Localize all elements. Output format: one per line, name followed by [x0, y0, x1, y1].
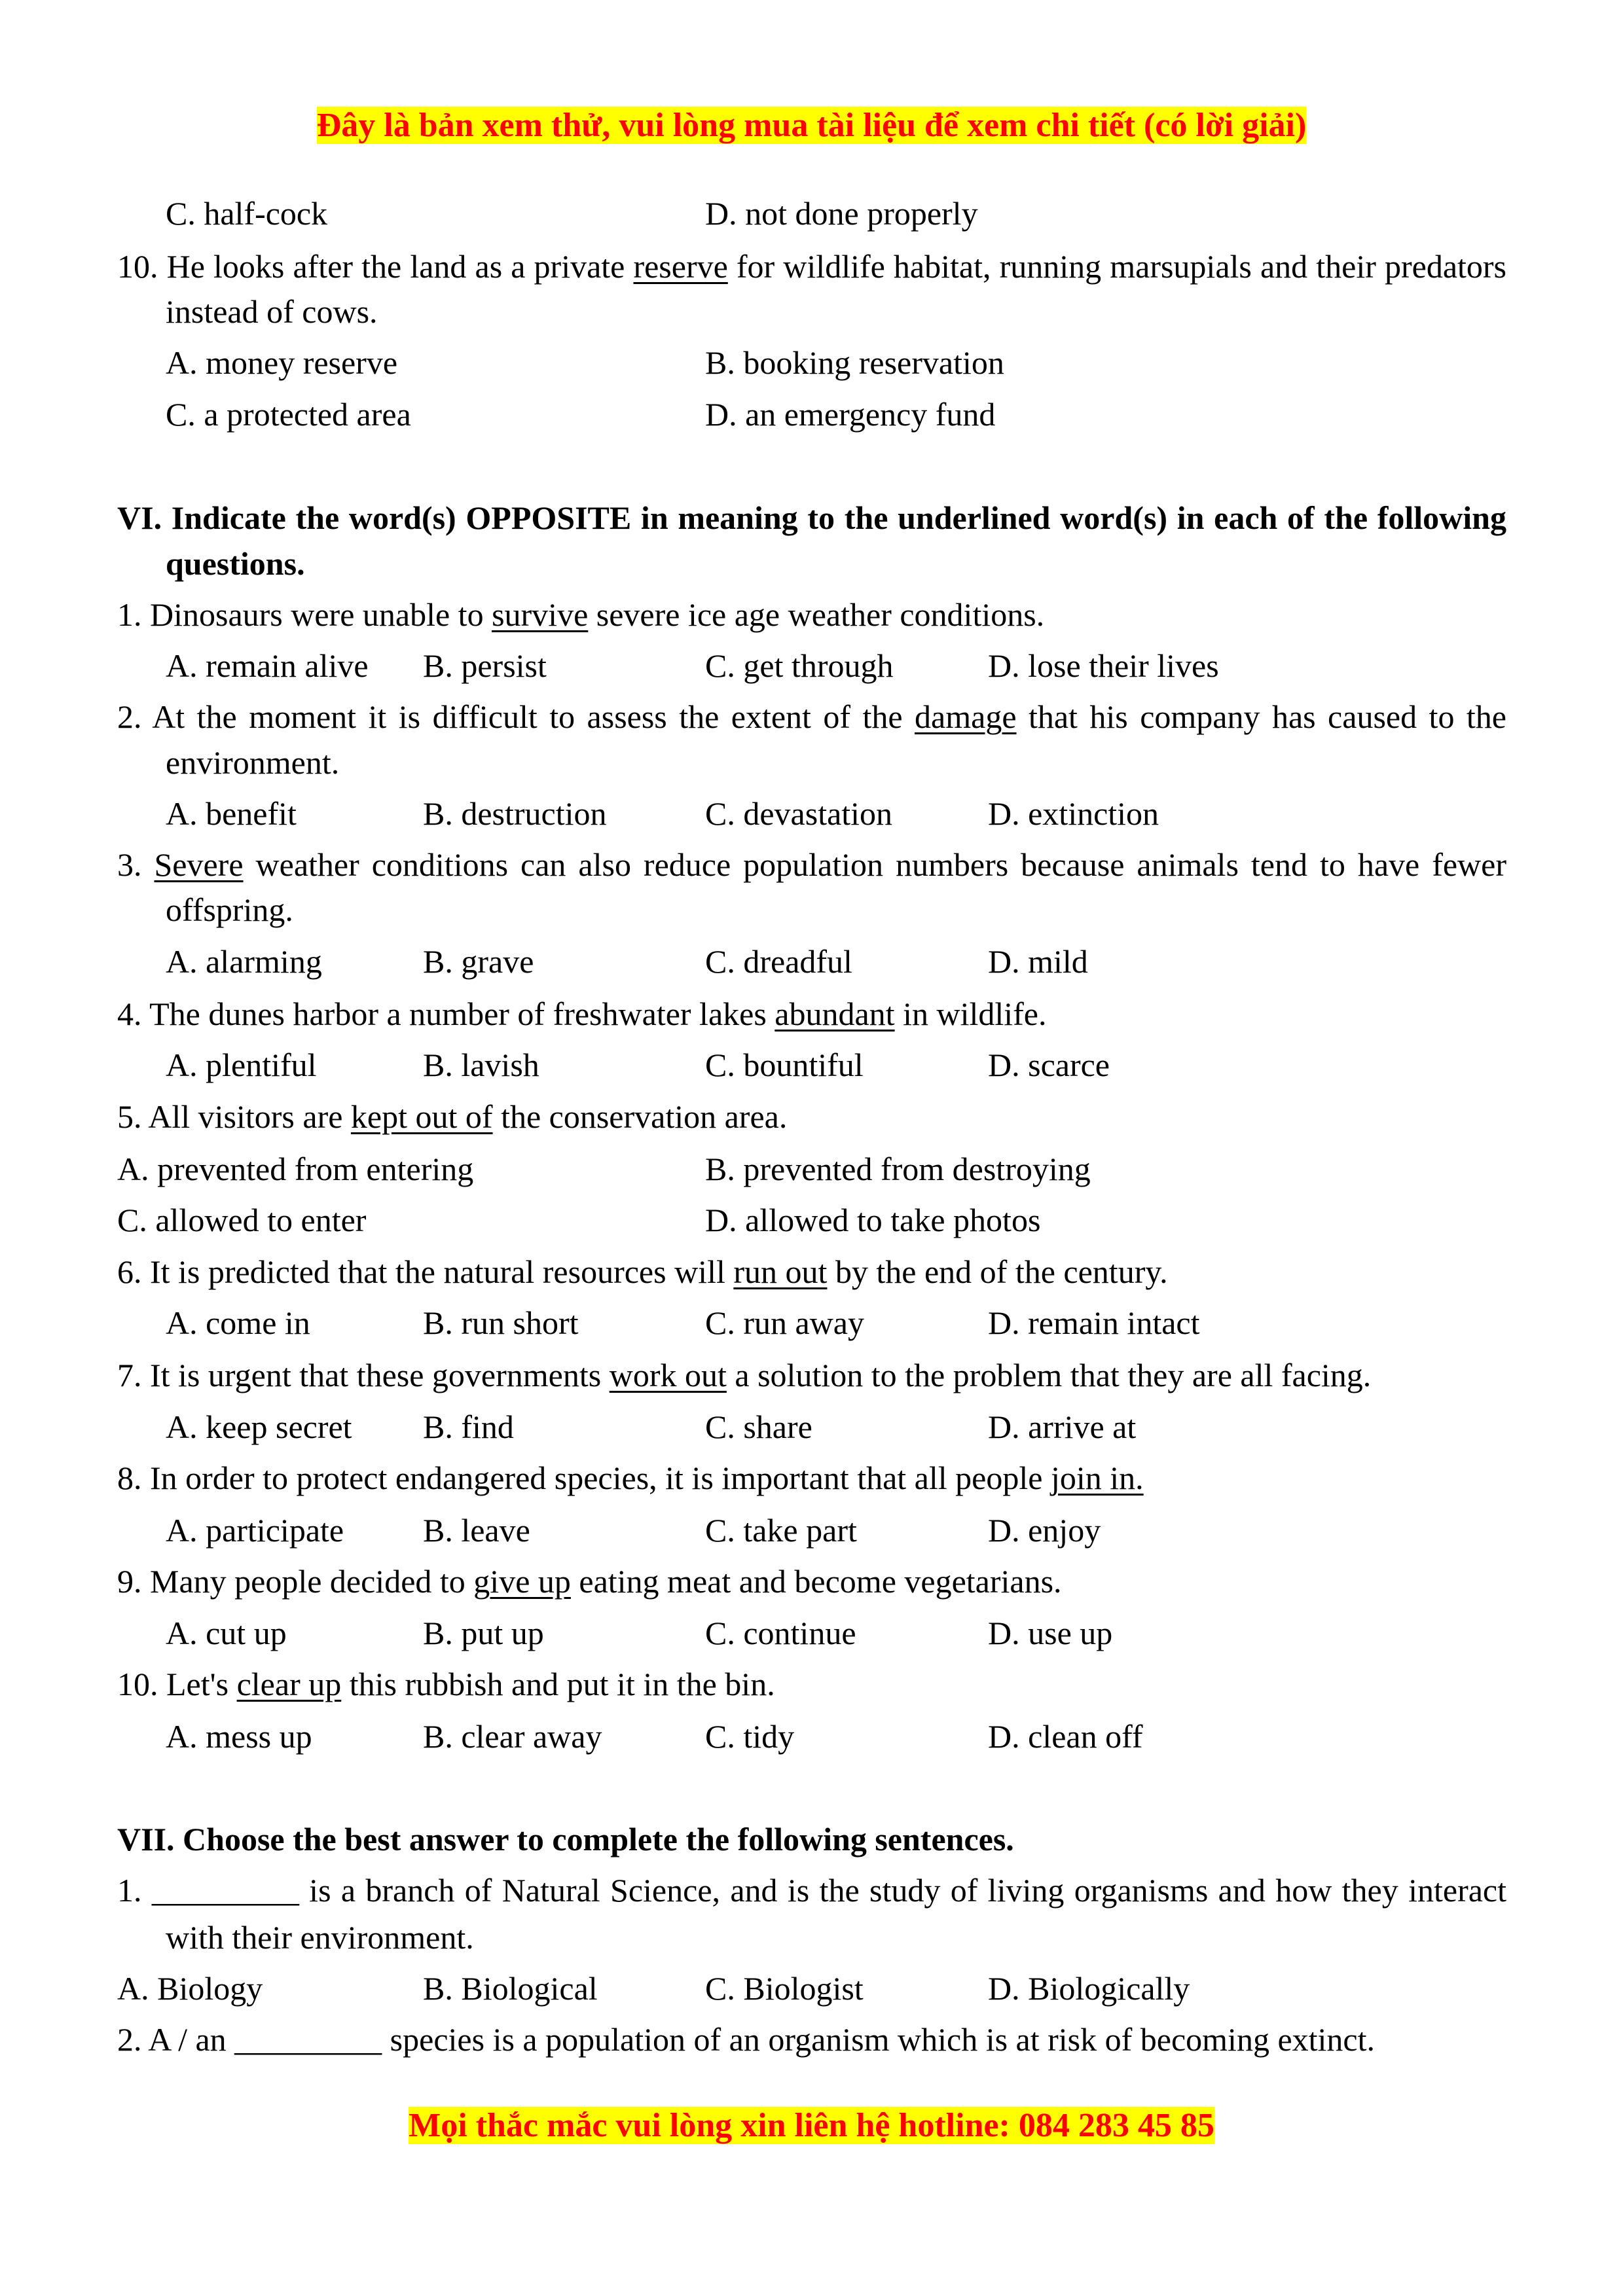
- option-d: D. remain intact: [988, 1304, 1200, 1341]
- options-row: [0, 1965, 1623, 2011]
- option-c: C. continue: [705, 1615, 856, 1651]
- option-d: D. not done properly: [705, 195, 978, 232]
- option-c: C. devastation: [705, 795, 893, 832]
- question-text: a solution to the problem that they are all facing.: [726, 1357, 1372, 1393]
- underlined-phrase: abundant: [775, 996, 895, 1032]
- option-b: B. booking reservation: [705, 344, 1004, 381]
- question-10-stem: [117, 243, 1506, 289]
- options-row: [0, 643, 1623, 689]
- question-text: At the moment it is difficult to assess the extent of the: [152, 698, 915, 735]
- section-vii-heading: [117, 1816, 1014, 1862]
- option-b: B. persist: [423, 647, 547, 684]
- option-b: B. find: [423, 1408, 514, 1445]
- question-number: 1.: [117, 1872, 142, 1909]
- option-b: B. put up: [423, 1615, 544, 1651]
- options-row: [0, 1042, 1623, 1088]
- options-row: [0, 1713, 1623, 1759]
- question-text: Let's: [166, 1666, 237, 1702]
- option-a: A. Biology: [117, 1970, 263, 2007]
- question-text-continued: environment.: [166, 744, 340, 781]
- option-b: B. prevented from destroying: [705, 1151, 1091, 1187]
- option-a: A. keep secret: [166, 1408, 352, 1445]
- options-row: [0, 1300, 1623, 1346]
- question-2-stem: [117, 694, 1506, 740]
- question-text: He looks after the land as a private: [166, 248, 634, 285]
- option-a: A. participate: [166, 1512, 344, 1549]
- question-8-stem: [117, 1455, 1144, 1501]
- option-a: A. prevented from entering: [117, 1151, 474, 1187]
- question-text: weather conditions can also reduce population numbers because animals tend to have fewer: [243, 846, 1506, 883]
- options-row: [0, 340, 1623, 386]
- option-d: D. clean off: [988, 1718, 1143, 1755]
- question-number: 7.: [117, 1357, 142, 1393]
- preview-notice-text: Đây là bản xem thử, vui lòng mua tài liệu để xem chi tiết (có lời giải): [316, 107, 1307, 144]
- options-row: [0, 1146, 1623, 1192]
- question-5-stem: [117, 1094, 787, 1139]
- option-c: C. tidy: [705, 1718, 795, 1755]
- question-text: It is urgent that these governments: [150, 1357, 610, 1393]
- question-number: 10.: [117, 1666, 158, 1702]
- question-number: 9.: [117, 1563, 142, 1600]
- underlined-phrase: kept out of: [350, 1098, 493, 1135]
- option-a: A. money reserve: [166, 344, 398, 381]
- question-3-stem: [117, 842, 1506, 888]
- question-1-stem: [117, 592, 1044, 637]
- question-2-stem: [117, 2017, 1375, 2062]
- question-number: 5.: [117, 1098, 142, 1135]
- question-text: Dinosaurs were unable to: [150, 596, 492, 633]
- section-number: VII.: [117, 1821, 175, 1857]
- option-c: C. allowed to enter: [117, 1202, 367, 1238]
- question-text: severe ice age weather conditions.: [588, 596, 1045, 633]
- option-d: D. use up: [988, 1615, 1113, 1651]
- underlined-phrase: run out: [733, 1253, 828, 1290]
- option-a: A. plentiful: [166, 1047, 317, 1083]
- options-row: [0, 391, 1623, 437]
- option-d: D. allowed to take photos: [705, 1202, 1041, 1238]
- question-9-stem: [117, 1558, 1062, 1604]
- underlined-phrase: damage: [915, 698, 1017, 735]
- section-number: VI.: [117, 499, 162, 536]
- options-row: [0, 1404, 1623, 1450]
- option-c: C. take part: [705, 1512, 857, 1549]
- question-text: A / an _________ species is a population of an organism which is at risk of becoming extinct.: [148, 2021, 1376, 2058]
- option-b: B. clear away: [423, 1718, 602, 1755]
- option-c: C. a protected area: [166, 396, 411, 433]
- options-row: [0, 1507, 1623, 1553]
- options-row: [0, 939, 1623, 984]
- underlined-phrase: survive: [492, 596, 589, 633]
- question-10-stem: [117, 1661, 775, 1707]
- option-a: A. remain alive: [166, 647, 369, 684]
- option-d: D. mild: [988, 943, 1088, 980]
- option-c: C. get through: [705, 647, 894, 684]
- preview-notice: [0, 103, 1623, 149]
- option-d: D. lose their lives: [988, 647, 1219, 684]
- option-d: D. an emergency fund: [705, 396, 996, 433]
- option-d: D. scarce: [988, 1047, 1110, 1083]
- option-a: A. mess up: [166, 1718, 312, 1755]
- option-a: A. cut up: [166, 1615, 287, 1651]
- section-title: Indicate the word(s) OPPOSITE in meaning to the underlined word(s) in each of the following: [171, 499, 1506, 536]
- underlined-phrase: join in.: [1050, 1460, 1144, 1496]
- question-1-stem: [117, 1867, 1506, 1913]
- question-text: The dunes harbor a number of freshwater lakes: [149, 996, 775, 1032]
- question-text: this rubbish and put it in the bin.: [341, 1666, 775, 1702]
- hotline-notice: [0, 2103, 1623, 2149]
- question-text-continued: instead of cows.: [166, 293, 378, 330]
- question-text: All visitors are: [148, 1098, 351, 1135]
- question-number: 2.: [117, 698, 142, 735]
- question-text: by the end of the century.: [827, 1253, 1168, 1290]
- option-c: C. dreadful: [705, 943, 852, 980]
- options-row: [0, 791, 1623, 836]
- options-row: [0, 1610, 1623, 1656]
- question-7-stem: [117, 1352, 1371, 1398]
- option-d: D. Biologically: [988, 1970, 1190, 2007]
- question-4-stem: [117, 991, 1047, 1037]
- option-b: B. run short: [423, 1304, 579, 1341]
- options-row: [0, 190, 1623, 236]
- question-text: that his company has caused to the: [1016, 698, 1506, 735]
- question-number: 3.: [117, 846, 142, 883]
- underlined-phrase: Severe: [154, 846, 244, 883]
- option-c: C. half-cock: [166, 195, 328, 232]
- question-text-continued: with their environment.: [166, 1919, 474, 1956]
- question-text-continued: offspring.: [166, 891, 293, 928]
- underlined-phrase: clear up: [236, 1666, 342, 1702]
- section-vi-heading: [117, 495, 1506, 541]
- question-text: It is predicted that the natural resources will: [150, 1253, 734, 1290]
- question-text: in wildlife.: [894, 996, 1047, 1032]
- option-b: B. destruction: [423, 795, 607, 832]
- hotline-notice-text: Mọi thắc mắc vui lòng xin liên hệ hotline: 084 283 45 85: [409, 2107, 1214, 2144]
- underlined-phrase: reserve: [633, 248, 728, 285]
- option-b: B. leave: [423, 1512, 530, 1549]
- question-text: eating meat and become vegetarians.: [570, 1563, 1062, 1600]
- question-6-stem: [117, 1249, 1168, 1295]
- option-c: C. Biologist: [705, 1970, 864, 2007]
- question-text: Many people decided to: [150, 1563, 474, 1600]
- option-b: B. grave: [423, 943, 534, 980]
- question-number: 2.: [117, 2021, 142, 2058]
- question-text: the conservation area.: [492, 1098, 788, 1135]
- option-d: D. enjoy: [988, 1512, 1101, 1549]
- option-c: C. share: [705, 1408, 812, 1445]
- section-title: Choose the best answer to complete the following sentences.: [183, 1821, 1014, 1857]
- question-text: for wildlife habitat, running marsupials and their predators: [727, 248, 1507, 285]
- question-text: In order to protect endangered species, it is important that all people: [150, 1460, 1051, 1496]
- option-d: D. arrive at: [988, 1408, 1137, 1445]
- option-a: A. alarming: [166, 943, 322, 980]
- question-number: 4.: [117, 996, 142, 1032]
- option-d: D. extinction: [988, 795, 1159, 832]
- section-title-continued: questions.: [166, 545, 305, 582]
- question-number: 10.: [117, 248, 158, 285]
- underlined-phrase: give up: [473, 1563, 571, 1600]
- option-a: A. benefit: [166, 795, 297, 832]
- question-number: 6.: [117, 1253, 142, 1290]
- option-a: A. come in: [166, 1304, 310, 1341]
- option-b: B. Biological: [423, 1970, 598, 2007]
- underlined-phrase: work out: [609, 1357, 727, 1393]
- option-c: C. bountiful: [705, 1047, 864, 1083]
- question-number: 8.: [117, 1460, 142, 1496]
- options-row: [0, 1197, 1623, 1243]
- question-text: _________ is a branch of Natural Science, and is the study of living organisms and how they interact: [151, 1872, 1506, 1909]
- question-number: 1.: [117, 596, 142, 633]
- option-b: B. lavish: [423, 1047, 539, 1083]
- option-c: C. run away: [705, 1304, 864, 1341]
